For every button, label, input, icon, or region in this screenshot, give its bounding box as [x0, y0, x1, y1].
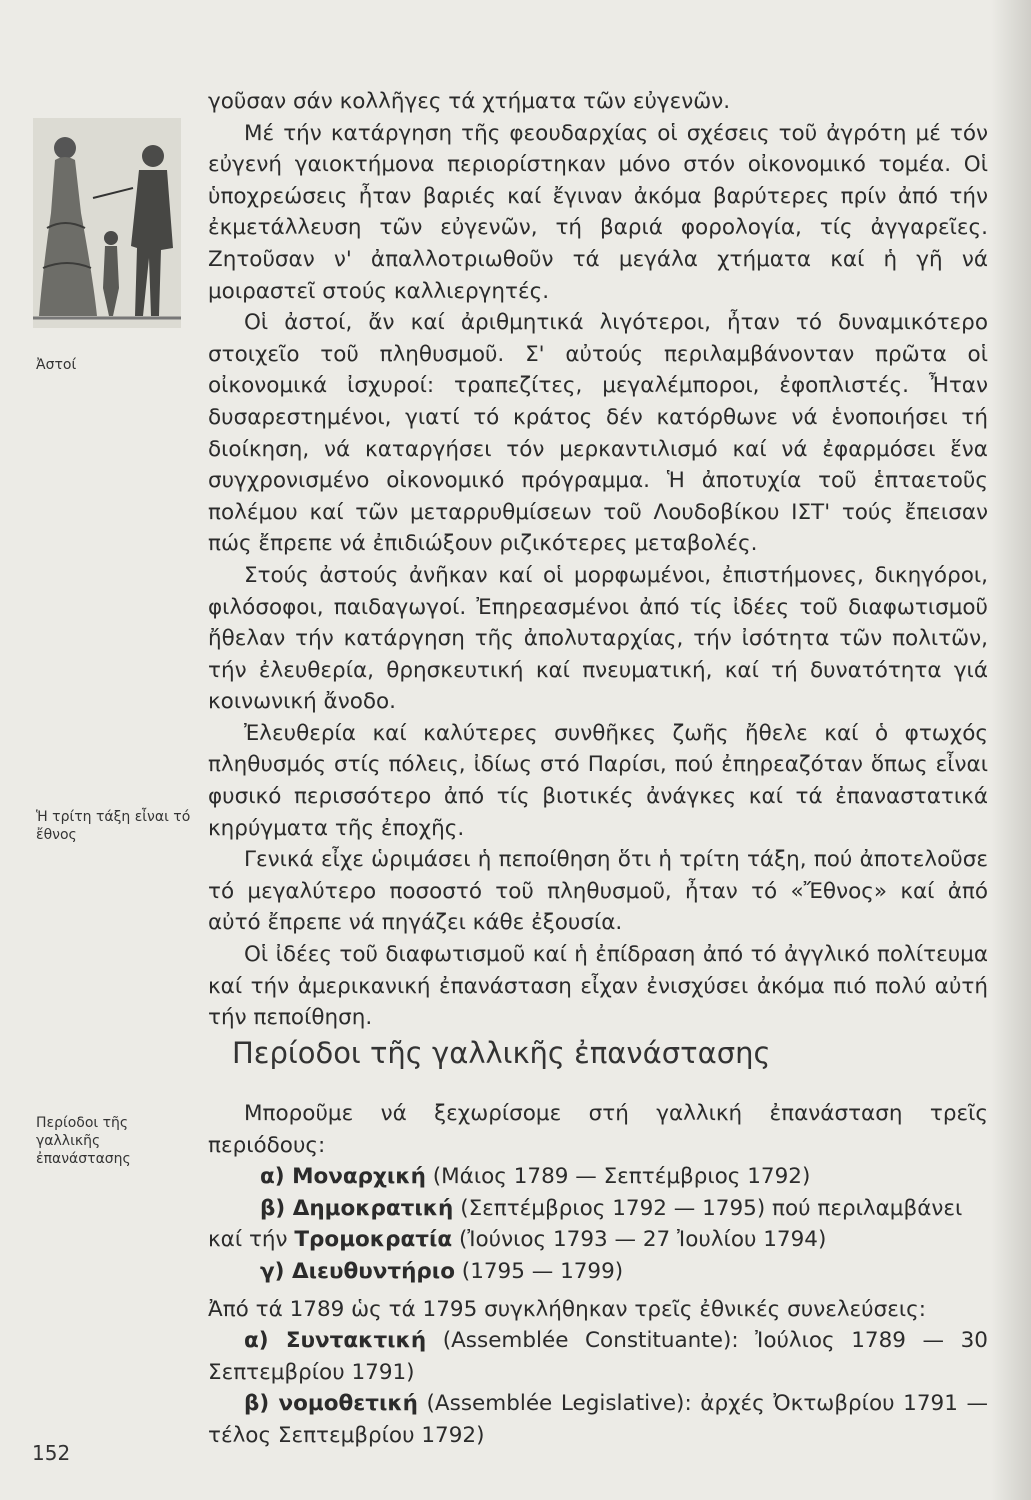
- assembly-label: β) νομοθετική: [244, 1391, 418, 1417]
- period-item: [208, 1161, 988, 1193]
- period-dates: (1795 — 1799): [454, 1258, 624, 1284]
- terror-label: Τρομοκρατία: [294, 1227, 453, 1253]
- assembly-label: α) Συντακτική: [244, 1328, 427, 1354]
- period-item: [208, 1256, 988, 1288]
- paragraph-third-estate: Γενικά εἶχε ὡριμάσει ἡ πεποίθηση ὅτι ἡ τρίτη τάξη, πού ἀποτελοῦσε τό μεγαλύτερο ποσοστό τοῦ πληθυσμοῦ, ἦταν τό «Ἔθνος» καί ἀπό αὐτό ἔπρεπε νά πηγάζει κάθε ἐξουσία.: [208, 847, 988, 936]
- page-number: 152: [32, 1441, 71, 1465]
- period-item: [208, 1193, 988, 1225]
- margin-note-third-estate: Ἡ τρίτη τάξη εἶναι τό ἔθνος: [36, 809, 191, 843]
- periods-text: [208, 1098, 988, 1452]
- paragraph-educated: Στούς ἀστούς ἀνῆκαν καί οἱ μορφωμένοι, ἐπιστήμονες, δικηγόροι, φιλόσοφοι, παιδαγωγοί. Ἐπηρεασμένοι ἀπό τίς ἰδέες τοῦ διαφωτισμοῦ ἤθελαν τήν κατάργηση τῆς ἀπολυταρχίας, τήν ἰσότητα τῶν πολιτῶν, τήν ἐλευθερία, θρησκευτική καί πνευματική, καί τή δυνατότητα γιά κοινωνική ἄνοδο.: [208, 562, 988, 715]
- main-text: [208, 86, 988, 1034]
- terror-dates: (Ἰούνιος 1793 — 27 Ἰουλίου 1794): [452, 1227, 827, 1253]
- paragraph-continuation: γοῦσαν σάν κολλῆγες τά χτήματα τῶν εὐγενῶν.: [208, 89, 731, 114]
- assembly-dates: (Assemblée Constituante): Ἰούλιος 1789 — 30 Σεπτεμβρίου 1791): [208, 1328, 988, 1385]
- period-label: γ) Διευθυντήριο: [260, 1258, 455, 1284]
- period-dates: (Μάιος 1789 — Σεπτέμβριος 1792): [425, 1164, 811, 1190]
- bourgeois-illustration: [33, 118, 181, 328]
- period-dates: (Σεπτέμβριος 1792 — 1795) πού περιλαμβάνει: [453, 1195, 963, 1221]
- period-label: β) Δημοκρατική: [260, 1195, 454, 1221]
- continuation-prefix: καί τήν: [208, 1227, 295, 1253]
- assembly-item: [208, 1388, 988, 1451]
- periods-intro: Μποροῦμε νά ξεχωρίσομε στή γαλλική ἐπανάσταση τρεῖς περιόδους:: [208, 1101, 988, 1158]
- margin-note-periods: Περίοδοι τῆς γαλλικῆς ἐπανάστασης: [36, 1115, 131, 1167]
- section-heading: Περίοδοι τῆς γαλλικῆς ἐπανάστασης: [232, 1036, 771, 1070]
- period-item-continuation: [208, 1224, 988, 1256]
- page-edge-shadow: [991, 0, 1031, 1500]
- paragraph-poor: Ἐλευθερία καί καλύτερες συνθῆκες ζωῆς ἤθελε καί ὁ φτωχός πληθυσμός στίς πόλεις, ἰδίως στό Παρίσι, πού ἐπηρεαζόταν ὅπως εἶναι φυσικό περισσότερο ἀπό τίς βιοτικές ἀνάγκες καί τά ἐπαναστατικά κηρύγματα τῆς ἐποχῆς.: [208, 720, 988, 841]
- assembly-dates: (Assemblée Legislative): ἀρχές Ὀκτωβρίου 1791 — τέλος Σεπτεμβρίου 1792): [208, 1391, 988, 1448]
- assembly-item: [208, 1325, 988, 1388]
- paragraph-enlightenment: Οἱ ἰδέες τοῦ διαφωτισμοῦ καί ἡ ἐπίδραση ἀπό τό ἀγγλικό πολίτευμα καί τήν ἀμερικανική ἐπανάσταση εἶχαν ἐνισχύσει ἀκόμα πιό πολύ αὐτή τήν πεποίθηση.: [208, 942, 988, 1031]
- paragraph-bourgeoisie: Οἱ ἀστοί, ἄν καί ἀριθμητικά λιγότεροι, ἦταν τό δυναμικότερο στοιχεῖο τοῦ πληθυσμοῦ. Σ' αὐτούς περιλαμβάνονταν πρῶτα οἱ οἰκονομικά ἰσχυροί: τραπεζίτες, μεγαλέμποροι, ἐφοπλιστές. Ἦταν δυσαρεστημένοι, γιατί τό κράτος δέν κατόρθωνε νά ἑνοποιήσει τή διοίκηση, νά καταργήσει τόν μερκαντιλισμό καί νά ἐφαρμόσει ἕνα συγχρονισμένο οἰκονομικό πρόγραμμα. Ἡ ἀποτυχία τοῦ ἑπταετοῦς πολέμου καί τῶν μεταρρυθμίσεων τοῦ Λουδοβίκου ΙΣΤ' τούς ἔπεισαν πώς ἔπρεπε νά ἐπιδιώξουν ριζικότερες μεταβολές.: [208, 310, 988, 557]
- illustration-caption: Ἀστοί: [36, 357, 77, 373]
- engraving-figures: [33, 118, 181, 328]
- paragraph-feudalism: Μέ τήν κατάργηση τῆς φεουδαρχίας οἱ σχέσεις τοῦ ἀγρότη μέ τόν εὐγενή γαιοκτήμονα περιορίστηκαν μόνο στόν οἰκονομικό τομέα. Οἱ ὑποχρεώσεις ἦταν βαριές καί ἔγιναν ἀκόμα βαρύτερες πρίν ἀπό τήν ἐκμετάλλευση τῶν εὐγενῶν, τή βαριά φορολογία, τίς ἀγγαρεῖες. Ζητοῦσαν ν' ἀπαλλοτριωθοῦν τά μεγάλα χτήματα καί ἡ γῆ νά μοιραστεῖ στούς καλλιεργητές.: [208, 120, 988, 304]
- period-label: α) Μοναρχική: [260, 1164, 426, 1190]
- assemblies-intro: Ἀπό τά 1789 ὡς τά 1795 συγκλήθηκαν τρεῖς ἐθνικές συνελεύσεις:: [208, 1296, 926, 1322]
